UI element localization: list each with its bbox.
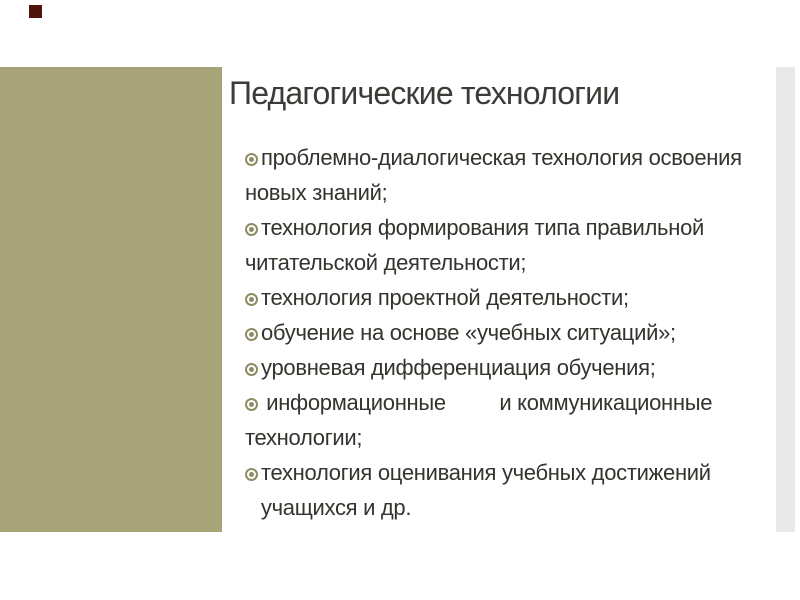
bullet-line: учащихся и др. <box>245 495 412 520</box>
bullet-item <box>245 350 775 385</box>
bullet-line: технология оценивания учебных достижений <box>245 455 775 490</box>
bullet-dot <box>249 367 254 372</box>
slide-title: Педагогические технологии <box>229 75 620 111</box>
fisheye-bullet-icon <box>245 363 258 376</box>
bullet-line: технология формирования типа правильной <box>245 210 775 245</box>
bullet-line: проблемно-диалогическая технология освоения <box>245 140 775 175</box>
fisheye-bullet-icon <box>245 328 258 341</box>
bullet-item <box>245 315 775 350</box>
right-gray-bar <box>776 67 795 532</box>
bullet-item <box>245 385 775 455</box>
bullet-dot <box>249 297 254 302</box>
bullet-line: технология проектной деятельности; <box>245 280 775 315</box>
corner-accent-square <box>29 5 42 18</box>
bullet-dot <box>249 157 254 162</box>
bullet-line: уровневая дифференциация обучения; <box>245 350 775 385</box>
bullet-line: новых знаний; <box>245 180 388 205</box>
bullet-item <box>245 455 775 525</box>
bullet-line: технологии; <box>245 425 363 450</box>
bullet-dot <box>249 472 254 477</box>
bullet-dot <box>249 332 254 337</box>
bullet-list <box>245 140 775 525</box>
fisheye-bullet-icon <box>245 398 258 411</box>
fisheye-bullet-icon <box>245 468 258 481</box>
fisheye-bullet-icon <box>245 293 258 306</box>
bullet-dot <box>249 402 254 407</box>
bullet-item <box>245 280 775 315</box>
bullet-line: информационные и коммуникационные <box>245 385 775 420</box>
bullet-dot <box>249 227 254 232</box>
fisheye-bullet-icon <box>245 153 258 166</box>
bullet-item <box>245 210 775 280</box>
bullet-item <box>245 140 775 210</box>
bullet-line: обучение на основе «учебных ситуаций»; <box>245 315 775 350</box>
left-olive-panel <box>0 67 222 532</box>
bullet-line: читательской деятельности; <box>245 250 527 275</box>
fisheye-bullet-icon <box>245 223 258 236</box>
